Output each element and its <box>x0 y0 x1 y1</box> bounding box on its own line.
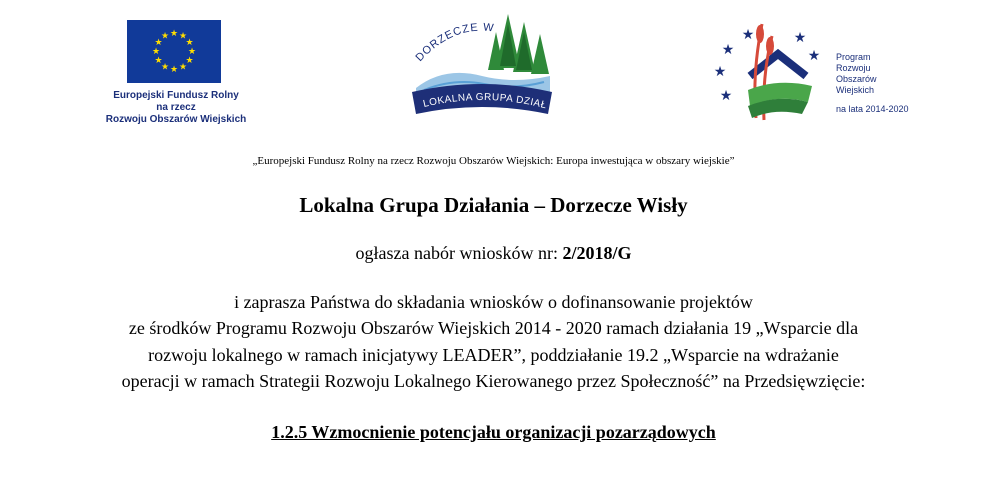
lgd-top-text: DORZECZE W <box>413 21 496 64</box>
call-number: 2/2018/G <box>562 243 632 263</box>
prow-logo <box>708 14 828 124</box>
prow-years: na lata 2014-2020 <box>836 104 909 114</box>
svg-text:★: ★ <box>713 64 727 80</box>
svg-text:★: ★ <box>719 88 733 104</box>
svg-text:DORZECZE WISŁY <box>404 10 495 64</box>
eu-caption-line-2: na rzecz <box>156 102 196 113</box>
svg-text:★: ★ <box>187 47 197 57</box>
svg-text:★: ★ <box>721 42 735 58</box>
svg-text:★: ★ <box>154 38 163 48</box>
svg-text:★: ★ <box>160 62 170 73</box>
svg-text:★: ★ <box>160 31 170 42</box>
svg-text:★: ★ <box>185 38 194 48</box>
prow-caption-line-3: Obszarów <box>836 74 877 84</box>
body-line-4: operacji w ramach Strategii Rozwoju Lokalnego Kierowanego przez Społeczność” na Przedsięwzięcie: <box>121 371 866 391</box>
document-title: Lokalna Grupa Działania – Dorzecze Wisły <box>299 193 688 217</box>
eu-fund-quote: „Europejski Fundusz Rolny na rzecz Rozwoju Obszarów Wiejskich: Europa inwestująca w obszary wiejskie” <box>252 155 735 167</box>
svg-text:★: ★ <box>178 62 188 73</box>
svg-text:★: ★ <box>169 29 179 39</box>
svg-text:★: ★ <box>807 48 821 64</box>
body-line-1: i zaprasza Państwa do składania wniosków o dofinansowanie projektów <box>234 292 753 312</box>
eu-caption-line-1: Europejski Fundusz Rolny <box>113 90 239 101</box>
call-notice-prefix: ogłasza nabór wniosków nr: <box>355 243 563 263</box>
svg-text:★: ★ <box>154 56 163 66</box>
lgd-banner-text: LOKALNA GRUPA DZIAŁ <box>422 91 548 112</box>
svg-text:★: ★ <box>741 27 755 43</box>
lgd-logo <box>404 10 559 120</box>
body-line-3: rozwoju lokalnego w ramach inicjatywy LEADER”, poddziałanie 19.2 „Wsparcie na wdrażanie <box>148 345 839 365</box>
body-line-2: ze środków Programu Rozwoju Obszarów Wiejskich 2014 - 2020 ramach działania 19 „Wsparcie dla <box>128 318 859 338</box>
prow-caption-line-1: Program <box>836 52 871 62</box>
svg-text:★: ★ <box>178 31 188 42</box>
eu-fund-caption <box>96 90 256 126</box>
svg-text:★: ★ <box>793 30 807 46</box>
prow-caption-line-4: Wiejskich <box>836 85 875 95</box>
prow-caption-line-2: Rozwoju <box>836 63 871 73</box>
measure-title: 1.2.5 Wzmocnienie potencjału organizacji pozarządowych <box>271 422 716 442</box>
svg-text:★: ★ <box>185 56 194 66</box>
eu-flag-logo <box>127 20 221 83</box>
call-notice <box>0 243 987 264</box>
svg-text:★: ★ <box>169 65 179 75</box>
svg-text:★: ★ <box>151 47 161 57</box>
eu-stars-icon <box>127 20 221 83</box>
eu-caption-line-3: Rozwoju Obszarów Wiejskich <box>105 114 247 125</box>
prow-caption <box>836 52 877 96</box>
